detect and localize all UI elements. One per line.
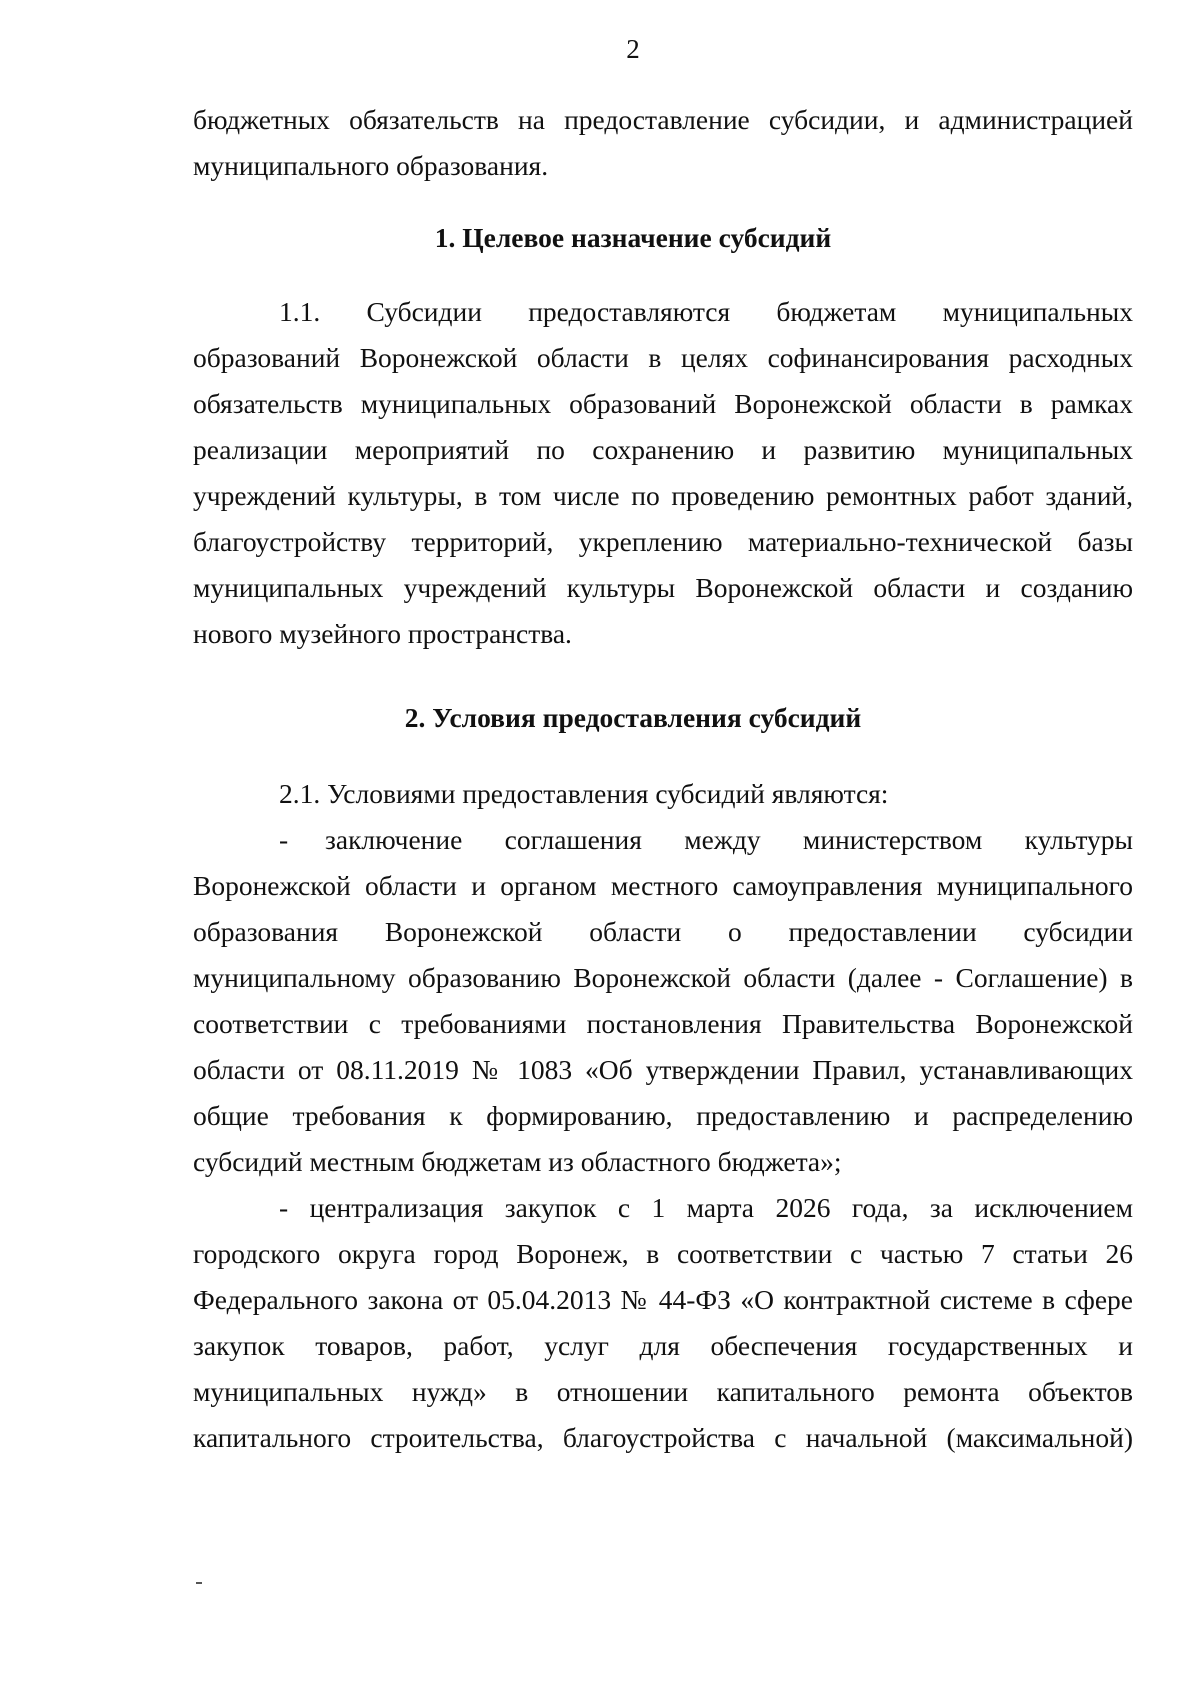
bullet-line: области от 08.11.2019 № 1083 «Об утверждении Правил, устанавливающих	[193, 1054, 1133, 1085]
bullet-line: капитального строительства, благоустройства с начальной (максимальной)	[193, 1422, 1133, 1453]
bullet-line: - централизация закупок с 1 марта 2026 года, за исключением	[279, 1192, 1133, 1223]
text-line: бюджетных обязательств на предоставление субсидии, и администрацией	[193, 104, 1133, 135]
paragraph-line: нового музейного пространства.	[193, 618, 572, 649]
bullet-line: общие требования к формированию, предоставлению и распределению	[193, 1100, 1133, 1131]
paragraph-line: учреждений культуры, в том числе по проведению ремонтных работ зданий,	[193, 480, 1133, 511]
paragraph-line: 1.1. Субсидии предоставляются бюджетам муниципальных	[279, 296, 1133, 327]
paragraph-line: благоустройству территорий, укреплению материально-технической базы	[193, 526, 1133, 557]
paragraph-line: муниципальных учреждений культуры Воронежской области и созданию	[193, 572, 1133, 603]
bullet-line: заключение соглашения между министерством культуры	[325, 824, 1133, 855]
scan-mark	[196, 1582, 202, 1584]
bullet-line: муниципальному образованию Воронежской области (далее - Соглашение) в	[193, 962, 1133, 993]
bullet-line: субсидий местным бюджетам из областного бюджета»;	[193, 1146, 842, 1177]
bullet-line: Федерального закона от 05.04.2013 № 44-ФЗ «О контрактной системе в сфере	[193, 1284, 1133, 1315]
bullet-line: закупок товаров, работ, услуг для обеспечения государственных и	[193, 1330, 1133, 1361]
paragraph-line: образований Воронежской области в целях софинансирования расходных	[193, 342, 1133, 373]
bullet-dash: -	[279, 824, 289, 855]
bullet-line: городского округа город Воронеж, в соответствии с частью 7 статьи 26	[193, 1238, 1133, 1269]
page-number: 2	[626, 34, 640, 64]
bullet-line: соответствии с требованиями постановления Правительства Воронежской	[193, 1008, 1133, 1039]
paragraph-line: 2.1. Условиями предоставления субсидий являются:	[279, 778, 889, 809]
section-heading-2: 2. Условия предоставления субсидий	[404, 702, 862, 733]
paragraph-line: реализации мероприятий по сохранению и развитию муниципальных	[193, 434, 1133, 465]
bullet-line: Воронежской области и органом местного самоуправления муниципального	[193, 870, 1133, 901]
bullet-line: муниципальных нужд» в отношении капитального ремонта объектов	[193, 1376, 1133, 1407]
bullet-line: образования Воронежской области о предоставлении субсидии	[193, 916, 1133, 947]
section-heading-1: 1. Целевое назначение субсидий	[434, 222, 832, 253]
text-line: муниципального образования.	[193, 150, 549, 181]
paragraph-line: обязательств муниципальных образований Воронежской области в рамках	[193, 388, 1133, 419]
